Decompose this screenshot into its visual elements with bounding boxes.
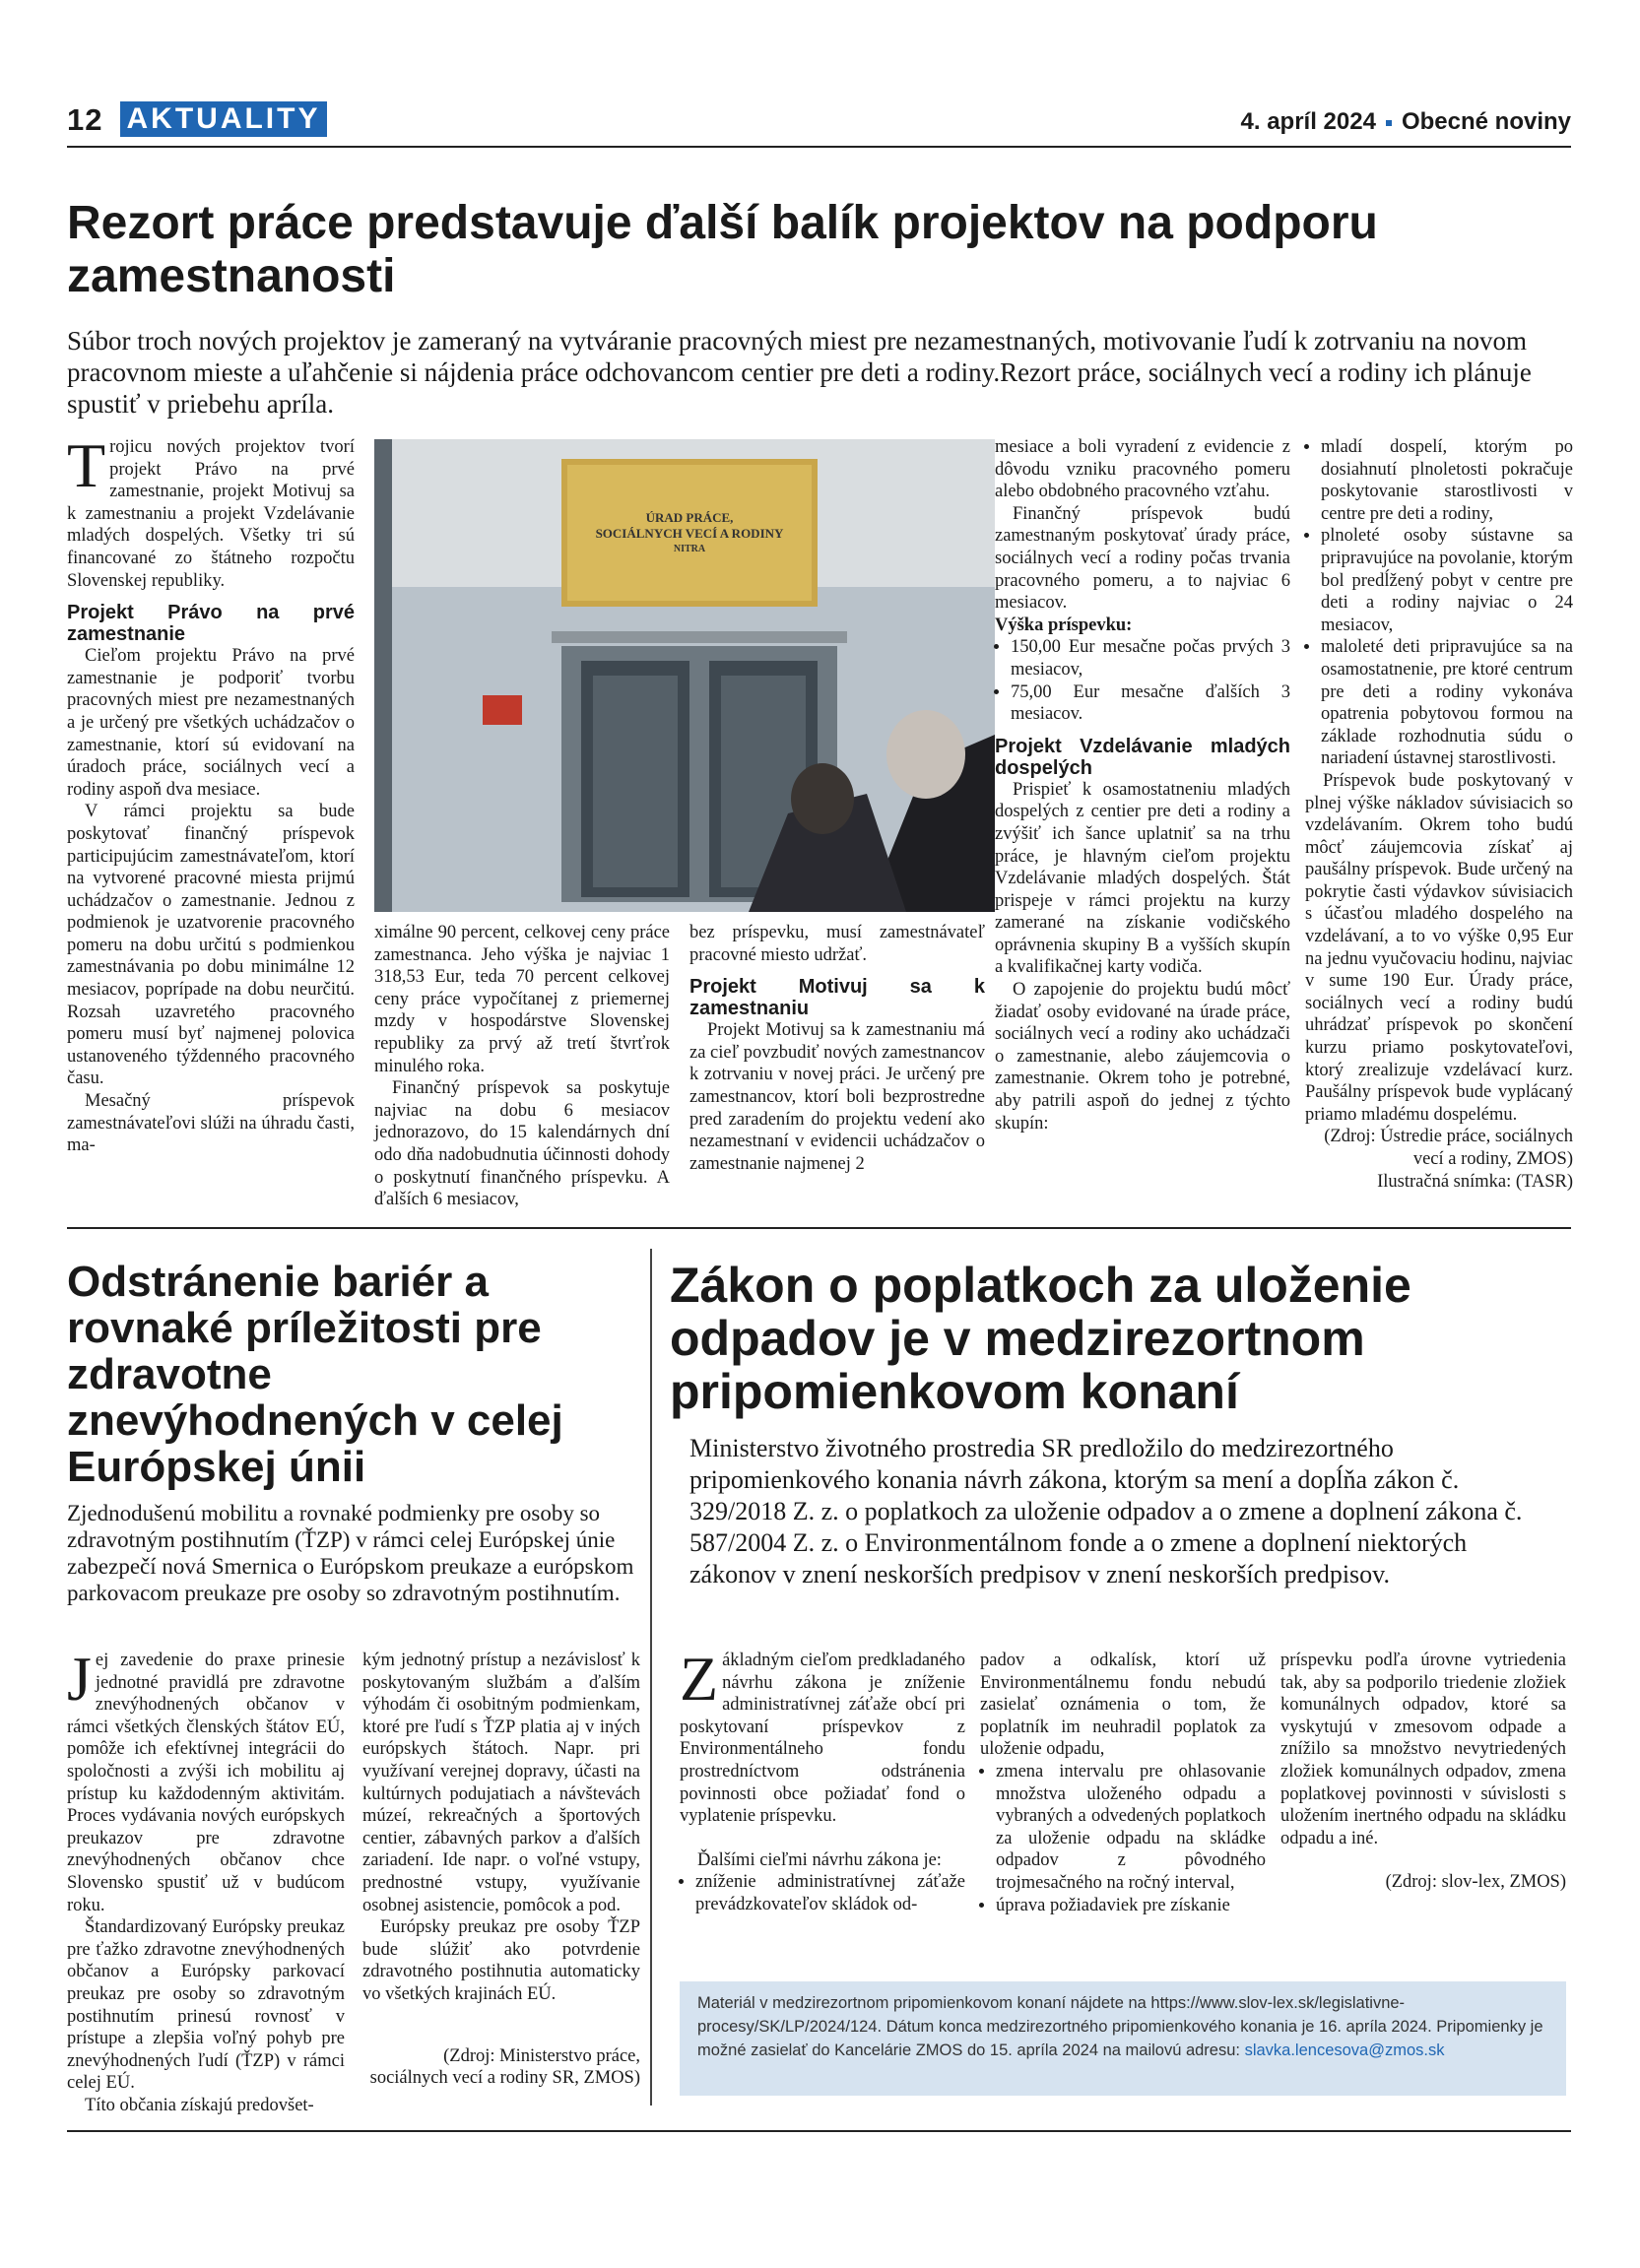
paragraph: rojicu nových projektov tvorí projekt Právo na prvé zamestnanie, projekt Motivuj sa k zamestnaniu a projekt Vzdelávanie mladých dospelých. Všetky tri sú financované zo štátneho rozpočtu Slovenskej republiky. (67, 437, 355, 591)
article3-lead: Ministerstvo životného prostredia SR predložilo do medzirezortného pripomienkového konania návrh zákona, ktorým sa mení a dopĺňa zákon č. 329/2018 Z. z. o poplatkoch za uloženie odpadov a o zmene a doplnení zákona č. 587/2004 Z. z. o Environmentálnom fonde a o zmene a doplnení niektorých zákonov v znení neskorších predpisov v znení neskorších predpisov. (689, 1434, 1523, 1588)
paragraph: príspevku podľa úrovne vytriedenia tak, aby sa podporilo triedenie zložiek komunálnych odpadov, ktoré sa vyskytujú v zmesovom odpade a znížilo sa množstvo nevytriedených zložiek komunálnych odpadov, zmena poplatkovej povinnosti v súvislosti s uložením inertného odpadu na skládku odpadu a iné. (1280, 1651, 1566, 1848)
article-photo (374, 439, 995, 912)
article1-column-4 (995, 436, 1290, 1134)
article2-lead: Zjednodušenú mobilitu a rovnaké podmienky pre osoby so zdravotným postihnutím (ŤZP) v rámci celej Európskej únie zabezpečí nová Smernica o Európskom preukaze a európskom parkovacom preukaze pre osoby so zdravotným postihnutím. (67, 1501, 634, 1605)
sign-line: SOCIÁLNYCH VECÍ A RODINY (595, 526, 784, 541)
source-credit: (Zdroj: Ústredie práce, sociálnych vecí a rodiny, ZMOS) (1324, 1127, 1573, 1169)
paragraph: bez príspevku, musí zamestnávateľ pracovné miesto udržať. (689, 923, 985, 965)
source-credit: (Zdroj: slov-lex, ZMOS) (1385, 1872, 1566, 1893)
bullet-list (680, 1871, 965, 1915)
list-item: • 150,00 Eur mesačne počas prvých 3 mesiacov, (1011, 636, 1290, 680)
list-item: • 75,00 Eur mesačne ďalších 3 mesiacov. (1011, 681, 1290, 726)
paragraph: kým jednotný prístup a nezávislosť k poskytovaným službám a ďalším výhodám či osobitným podmienkam, ktoré pre ľudí s ŤZP platia aj v iných európskych štátoch. Napr. pri využívaní verejnej dopravy, účasti na kultúrnych podujatiach a návštevách múzeí, rekreačných a športových centier, zábavných parkov a ďalších zariadení. Ide napr. o voľné vstupy, prednostné vstupy, využívanie osobnej asistencie, pomôcok a pod. (362, 1651, 640, 1915)
bullet-list (995, 636, 1290, 725)
source-credit: (Zdroj: Ministerstvo práce, sociálnych vecí a rodiny SR, ZMOS) (369, 2045, 640, 2089)
list-item: • zmena intervalu pre ohlasovanie množstva uloženého odpadu a vybraných a odvedených poplatkoch za uloženie odpadu na skládke odpadov z pôvodného trojmesačného na ročný interval, (996, 1761, 1266, 1895)
paragraph: Prispieť k osamostatneniu mladých dospelých z centier pre deti a rodiny a zvýšiť ich šance uplatniť sa na trhu práce, je hlavným cieľom projektu Vzdelávanie mladých dospelých. Štát prispeje v rámci projektu na kurzy zamerané na získanie vodičského oprávnenia skupiny B a vyšších skupín a kvalifikačnej karty vodiča. (995, 779, 1290, 978)
article3-column-3 (1280, 1650, 1566, 1894)
sign-line: NITRA (673, 544, 706, 554)
article3-column-2 (980, 1650, 1266, 1916)
paragraph: Projekt Motivuj sa k zamestnaniu má za cieľ povzbudiť nových zamestnancov k zotrvaniu v novej práci. Je určený pre zamestnancov, ktorí boli bezprostredne pred zaradením do projektu vedení ako nezamestnaní v evidencii uchádzačov o zamestnanie najmenej 2 (689, 1020, 986, 1174)
column-divider (650, 1249, 652, 2106)
masthead (1241, 108, 1571, 136)
dropcap: T (67, 430, 106, 500)
sign-line: ÚRAD PRÁCE, (645, 510, 734, 525)
article-divider (67, 1227, 1571, 1229)
email-link[interactable]: slavka.lencesova@zmos.sk (1244, 2041, 1445, 2059)
paragraph: V rámci projektu sa bude poskytovať finančný príspevok participujúcim zamestnávateľom, ktorí na vytvorené pracovné miesta prijmú uchádzačov o zamestnanie. Jednou z podmienok je uzatvorenie pracovného pomeru na dobu určitú s podmienkou zamestnávania po dobu minimálne 12 mesiacov, poprípade na dobu neurčitú. Rozsah uzavretého pracovného pomeru musí byť najmenej polovica ustanoveného týždenného pracovného času. (67, 802, 355, 1089)
bullet-list (980, 1761, 1266, 1916)
article1-column-1 (67, 430, 355, 1157)
dropcap: J (67, 1644, 92, 1714)
header-rule (67, 146, 1571, 148)
photo-credit: Ilustračná snímka: (TASR) (1377, 1171, 1573, 1192)
article2-column-2 (362, 1650, 640, 2090)
subheading: Projekt Právo na prvé zamestnanie (67, 602, 355, 646)
list-item: • plnoleté osoby sústavne sa pripravujúce na povolanie, ktorým bol predĺžený pobyt v centre pre deti a rodiny najviac o 24 mesiacov, (1321, 525, 1573, 636)
list-item: • mladí dospelí, ktorým po dosiahnutí plnoletosti pokračuje poskytovanie starostlivosti v centre pre deti a rodiny, (1321, 436, 1573, 525)
bullet-list (1305, 436, 1573, 770)
paragraph: Mesačný príspevok zamestnávateľovi slúži na úhradu časti, ma- (67, 1091, 355, 1156)
paragraph: Cieľom projektu Právo na prvé zamestnanie je podporiť tvorbu pracovných miest pre nezamestnaných a je určený pre všetkých uchádzačov o zamestnanie, ktorí sú evidovaní na úradoch práce, sociálnych vecí a rodiny aspoň dva mesiace. (67, 646, 355, 800)
article3-column-1 (680, 1644, 965, 1916)
info-box-text: Materiál v medzirezortnom pripomienkovom konaní nájdete na https://www.slov-lex.sk/legislativne-procesy/SK/LP/2024/124. Dátum konca medzirezortného pripomienkového konania je 16. apríla 2024. Pripomienky je možné zasielať do Kancelárie ZMOS do 15. apríla 2024 na mailovú adresu: (697, 1994, 1543, 2059)
list-item: • zníženie administratívnej záťaže prevádzkovateľov skládok od- (695, 1871, 965, 1915)
paragraph: O zapojenie do projektu budú môcť žiadať osoby evidované na úrade práce, sociálnych vecí a rodiny ako uchádzači o zamestnanie, alebo záujemcovia o zamestnanie. Okrem toho je potrebné, aby patrili aspoň do jednej z týchto skupín: (995, 980, 1290, 1134)
paragraph: Štandardizovaný Európsky preukaz pre ťažko zdravotne znevýhodnených občanov a Európsky parkovací preukaz pre osoby so zdravotným postihnutím prinesú rovnosť v prístupe a zlepšia voľný pohyb pre znevýhodnených ľudí (ŤZP) v rámci celej EÚ. (67, 1917, 345, 2094)
footer-rule (67, 2130, 1571, 2132)
article3-title: Zákon o poplatkoch za uloženie odpadov je v medzirezortnom pripomienkovom konaní (670, 1258, 1411, 1419)
paragraph: Finančný príspevok budú zamestnaným poskytovať úrady práce, sociálnych vecí a rodiny počas trvania pracovného pomeru, a to najviac 6 mesiacov. (995, 503, 1290, 614)
article1-lead: Súbor troch nových projektov je zameraný na vytváranie pracovných miest pre nezamestnaných, motivovanie ľudí k zotrvaniu na novom pracovnom mieste a uľahčenie si nájdenia práce odchovancom centier pre deti a rodiny.Rezort práce, sociálnych vecí a rodiny ich plánuje spustiť v priebehu apríla. (67, 326, 1532, 419)
paragraph: ej zavedenie do praxe prinesie jednotné pravidlá pre zdravotne znevýhodnených občanov v rámci všetkých členských štátov EÚ, pomôže ich efektívnej integrácii do spoločnosti a zvýši ich mobilitu aj prístup ku každodenným aktivitám. Proces vydávania nových európskych preukazov pre zdravotne znevýhodnených občanov chce Slovensko spustiť už v budúcom roku. (67, 1651, 345, 1915)
paragraph: Ďalšími cieľmi návrhu zákona je: (697, 1849, 942, 1870)
article1-column-5 (1305, 436, 1573, 1193)
subheading: Projekt Motivuj sa k zamestnaniu (689, 976, 985, 1020)
paragraph: Príspevok bude poskytovaný v plnej výške nákladov súvisiacich so vzdelávaním. Okrem toho budú môcť záujemcovia získať aj paušálny príspevok. Bude určený na pokrytie časti výdavkov súvisiacich s účasťou mladého dospelého na vzdelávaní, a to vo výške 0,95 Eur na jednu vyučovaciu hodinu, najviac v sume 190 Eur. Úrady práce, sociálnych vecí a rodiny budú uhrádzať príspevok po skončení kurzu priamo poskytovateľovi, ktorý zrealizuje vzdelávací kurz. Paušálny príspevok bude vyplácaný priamo mladému dospelému. (1305, 770, 1573, 1125)
list-item: • maloleté deti pripravujúce sa na osamostatnenie, pre ktoré centrum pre deti a rodiny vykonáva opatrenia pobytovou formou na základe rozhodnutia súdu o nariadení ústavnej starostlivosti. (1321, 636, 1573, 770)
paragraph: Títo občania získajú predovšet- (85, 2095, 314, 2115)
info-box (680, 1981, 1566, 2096)
list-item: • úprava požiadaviek pre získanie (996, 1895, 1266, 1917)
paragraph: Finančný príspevok sa poskytuje najviac na dobu 6 mesiacov jednorazovo, do 15 kalendárnych dní odo dňa nadobudnutia účinnosti dohody o poskytnutí finančného príspevku. A ďalších 6 mesiacov, (374, 1078, 670, 1210)
section-label: AKTUALITY (120, 101, 327, 137)
issue-date: 4. apríl 2024 (1240, 108, 1376, 135)
label: Výška príspevku: (995, 615, 1133, 635)
article2-title: Odstránenie bariér a rovnaké príležitosti pre zdravotne znevýhodnených v celej Európskej únii (67, 1258, 563, 1491)
paragraph: Európsky preukaz pre osoby ŤZP bude slúžiť ako potvrdenie zdravotného postihnutia automaticky vo všetkých krajinách EÚ. (362, 1917, 640, 2004)
dropcap: Z (680, 1644, 719, 1714)
paragraph: ákladným cieľom predkladaného návrhu zákona je zníženie administratívnej záťaže obcí pri poskytovaní príspevkov z Environmentálneho fondu prostredníctvom odstránenia povinnosti obce požiadať fond o vyplatenie príspevku. (680, 1651, 965, 1827)
photo-sign (586, 510, 793, 557)
publication-name: Obecné noviny (1401, 108, 1571, 135)
separator-dot (1386, 120, 1392, 126)
article1-column-2 (374, 922, 670, 1211)
paragraph: padov a odkalísk, ktorí už Environmentálnemu fondu nebudú zasielať oznámenia o tom, že poplatník im neuhradil poplatok za uloženie odpadu, (980, 1651, 1266, 1760)
article2-column-1 (67, 1644, 345, 2116)
paragraph: mesiace a boli vyradení z evidencie z dôvodu vzniku pracovného pomeru alebo obdobného pracovného vzťahu. (995, 437, 1290, 502)
subheading: Projekt Vzdelávanie mladých dospelých (995, 735, 1290, 779)
article1-column-3 (689, 922, 985, 1175)
paragraph: ximálne 90 percent, celkovej ceny práce zamestnanca. Jeho výška je najviac 1 318,53 Eur, teda 70 percent celkovej ceny práce vypočítanej z priemernej mzdy v hospodárstve Slovenskej republiky za prvý až tretí štvrťrok minulého roka. (374, 923, 670, 1076)
page-number: 12 (67, 102, 103, 137)
article1-title: Rezort práce predstavuje ďalší balík projektov na podporu zamestnanosti (67, 197, 1378, 302)
